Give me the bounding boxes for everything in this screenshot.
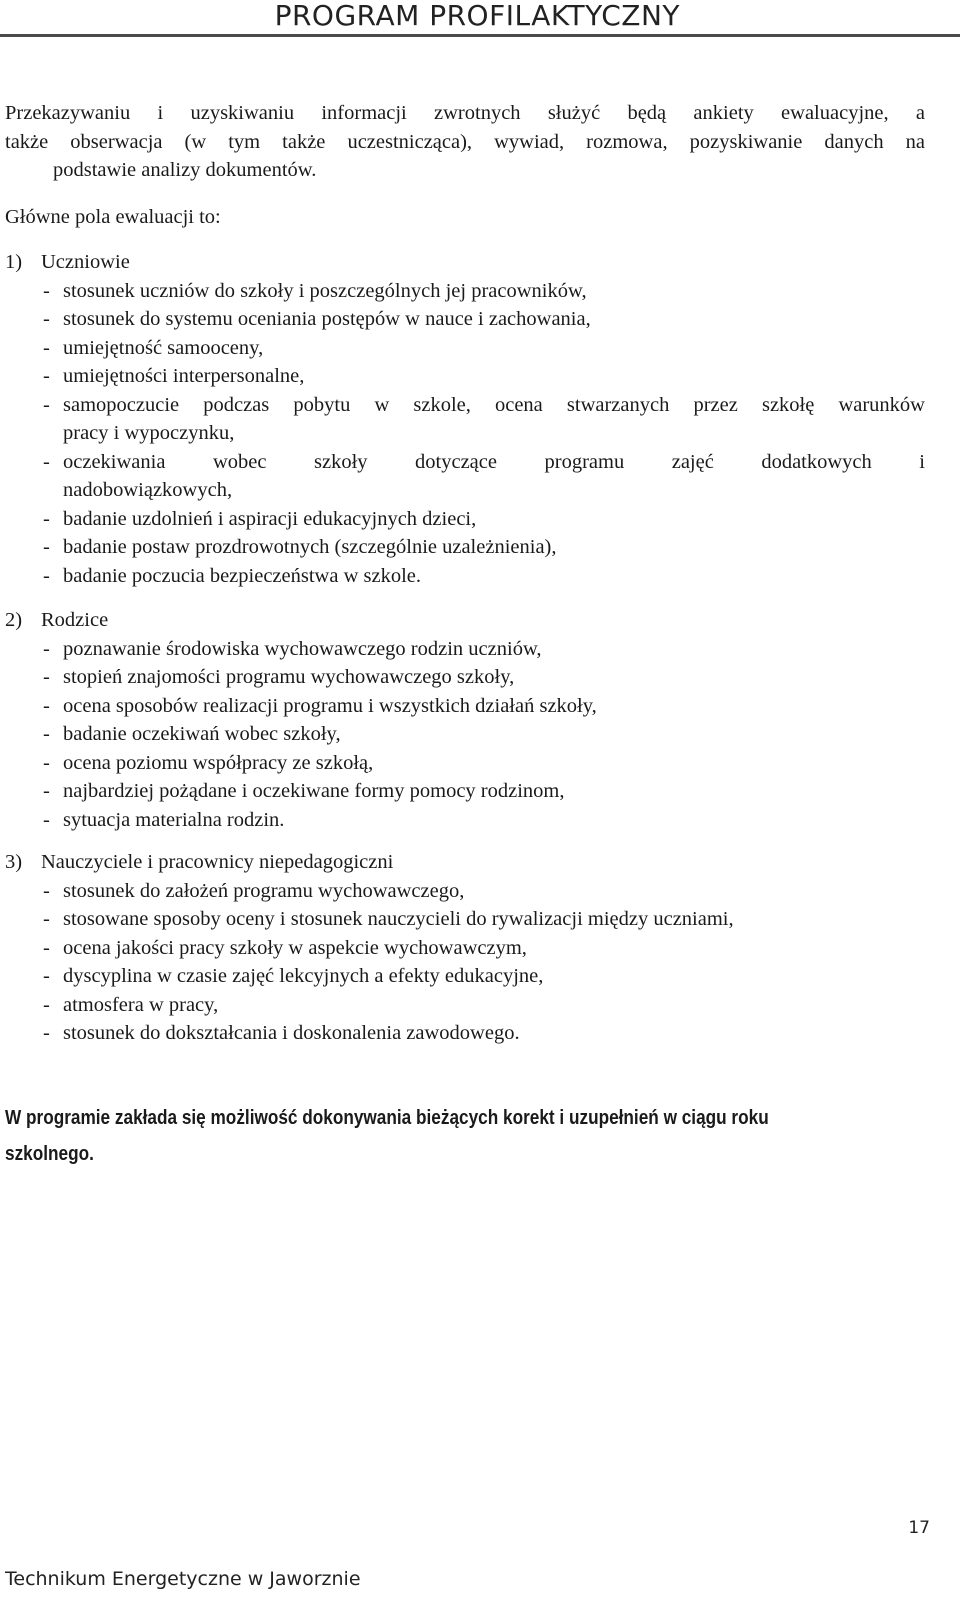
dash: -: [43, 365, 50, 387]
list-item: [5, 663, 925, 692]
section-students: [5, 248, 925, 590]
page-header-title: PROGRAM PROFILAKTYCZNY: [274, 0, 680, 32]
dash: -: [43, 308, 50, 330]
evaluation-fields-lead: Główne pola ewaluacji to:: [5, 206, 221, 228]
dash: -: [43, 965, 50, 987]
dash: -: [43, 564, 50, 587]
list-item: [5, 533, 925, 562]
intro-line: także obserwacja (w tym także uczestnicząca), wywiad, rozmowa, pozyskiwanie danych na: [5, 130, 925, 153]
list-item-text: stosunek uczniów do szkoły i poszczególnych jej pracowników,: [63, 279, 587, 302]
list-item: [5, 305, 925, 334]
list-item-text: sytuacja materialna rodzin.: [63, 808, 285, 831]
list-item-text: badanie poczucia bezpieczeństwa w szkole.: [63, 564, 421, 587]
intro-paragraph: [5, 99, 925, 185]
list-item: [5, 720, 925, 749]
section-number: 1): [5, 251, 23, 273]
dash: -: [43, 393, 50, 416]
list-item: [5, 391, 925, 448]
list-item: [5, 277, 925, 306]
list-item: [5, 362, 925, 391]
list-item-text: stosowane sposoby oceny i stosunek nauczycieli do rywalizacji między uczniami,: [63, 908, 734, 930]
dash: -: [43, 536, 50, 558]
intro-line: Przekazywaniu i uzyskiwaniu informacji zwrotnych służyć będą ankiety ewaluacyjne, a: [5, 102, 925, 124]
dash: -: [43, 751, 50, 774]
section-number: 2): [5, 609, 23, 631]
dash: -: [43, 936, 50, 959]
list-item-text: stopień znajomości programu wychowawczego szkoły,: [63, 666, 515, 688]
list-item: [5, 334, 925, 363]
conclusion-line: W programie zakłada się możliwość dokonywania bieżących korekt i uzupełnień w ciągu roku: [5, 1107, 769, 1129]
list-item-text: samopoczucie podczas pobytu w szkole, ocena stwarzanych przez szkołę warunków: [63, 393, 925, 416]
dash: -: [43, 908, 50, 930]
list-item-text: poznawanie środowiska wychowawczego rodzin uczniów,: [63, 637, 542, 660]
dash: -: [43, 1022, 50, 1044]
list-item-text: oczekiwania wobec szkoły dotyczące programu zajęć dodatkowych i: [63, 450, 925, 473]
list-item: [5, 1019, 925, 1048]
section-title-text: Uczniowie: [41, 251, 130, 273]
list-item-text: stosunek do systemu oceniania postępów w nauce i zachowania,: [63, 308, 591, 330]
dash: -: [43, 507, 50, 530]
dash: -: [43, 279, 50, 302]
section-title-text: Nauczyciele i pracownicy niepedagogiczni: [41, 851, 394, 873]
dash: -: [43, 666, 50, 688]
conclusion-line: szkolnego.: [5, 1143, 94, 1165]
list-item-text: badanie postaw prozdrowotnych (szczególnie uzależnienia),: [63, 536, 557, 558]
list-item-text-continued: nadobowiązkowych,: [63, 479, 233, 501]
list-item: [5, 991, 925, 1020]
dash: -: [43, 723, 50, 745]
list-item-text: badanie uzdolnień i aspiracji edukacyjnych dzieci,: [63, 507, 477, 530]
dash: -: [43, 694, 50, 717]
dash: -: [43, 993, 50, 1016]
list-item-text: dyscyplina w czasie zajęć lekcyjnych a efekty edukacyjne,: [63, 965, 544, 987]
list-item: [5, 448, 925, 505]
list-item: [5, 635, 925, 664]
page-number: 17: [908, 1518, 930, 1538]
list-item: [5, 692, 925, 721]
list-item: [5, 806, 925, 835]
section-title-text: Rodzice: [41, 609, 109, 631]
list-item-text: ocena jakości pracy szkoły w aspekcie wychowawczym,: [63, 936, 527, 959]
intro-line: podstawie analizy dokumentów.: [53, 159, 317, 181]
section-number: 3): [5, 851, 23, 873]
list-item: [5, 777, 925, 806]
dash: -: [43, 780, 50, 802]
section-parents: [5, 606, 925, 834]
dash: -: [43, 637, 50, 660]
dash: -: [43, 450, 50, 473]
list-item-text: umiejętność samooceny,: [63, 336, 264, 359]
list-item-text-continued: pracy i wypoczynku,: [63, 422, 235, 444]
list-item: [5, 905, 925, 934]
section-title: [5, 848, 925, 877]
conclusion-note: [5, 1100, 925, 1172]
dash: -: [43, 879, 50, 902]
section-teachers-staff: [5, 848, 925, 1048]
header-divider: [0, 34, 960, 37]
list-item: [5, 962, 925, 991]
list-item: [5, 749, 925, 778]
list-item: [5, 505, 925, 534]
list-item-text: najbardziej pożądane i oczekiwane formy pomocy rodzinom,: [63, 780, 565, 802]
list-item-text: ocena poziomu współpracy ze szkołą,: [63, 751, 374, 774]
list-item-text: stosunek do dokształcania i doskonalenia zawodowego.: [63, 1022, 520, 1044]
dash: -: [43, 336, 50, 359]
footer-school-name: Technikum Energetyczne w Jaworznie: [5, 1568, 361, 1590]
list-item-text: badanie oczekiwań wobec szkoły,: [63, 723, 341, 745]
list-item-text: umiejętności interpersonalne,: [63, 365, 305, 387]
list-item: [5, 877, 925, 906]
list-item-text: stosunek do założeń programu wychowawczego,: [63, 879, 465, 902]
list-item-text: atmosfera w pracy,: [63, 993, 219, 1016]
section-title: [5, 606, 925, 635]
section-title: [5, 248, 925, 277]
list-item-text: ocena sposobów realizacji programu i wszystkich działań szkoły,: [63, 694, 597, 717]
dash: -: [43, 808, 50, 831]
list-item: [5, 562, 925, 591]
list-item: [5, 934, 925, 963]
